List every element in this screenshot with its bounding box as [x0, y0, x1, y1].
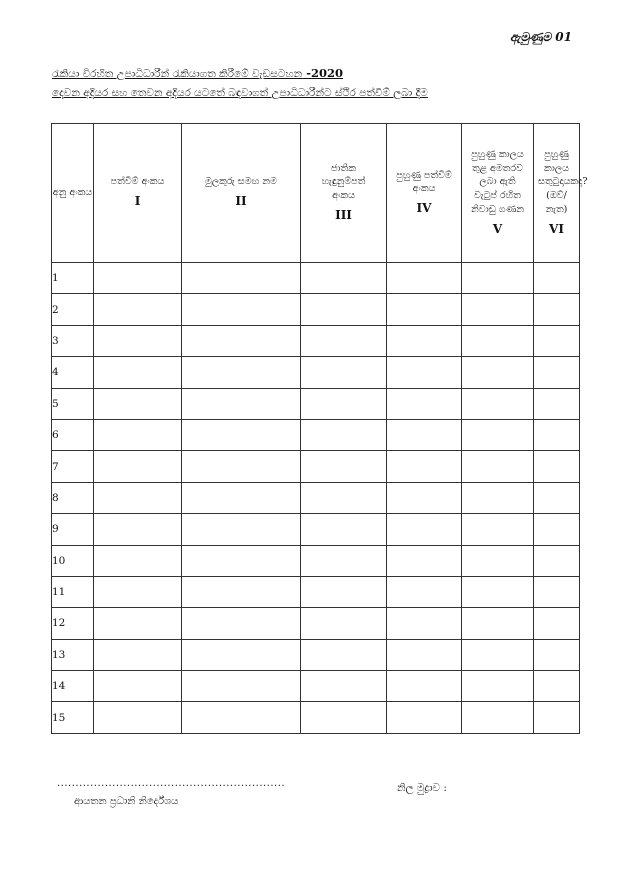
- form-table: [51, 123, 588, 734]
- col-header-label: පුහුණු කාලය සතුටුදායකද? (ඔව්/නැත): [538, 148, 588, 215]
- table-row: [52, 639, 580, 670]
- cell-name[interactable]: [182, 482, 301, 513]
- cell-unpaid-leave[interactable]: [462, 639, 534, 670]
- col-header-serial: [52, 124, 94, 263]
- cell-unpaid-leave[interactable]: [462, 294, 534, 325]
- cell-satisfactory[interactable]: [534, 671, 580, 702]
- cell-nic[interactable]: [301, 608, 387, 639]
- row-number: 4: [52, 357, 94, 388]
- title-main: රැකියා විරහිත උපාධිධාරීන් රැකියාගත කිරීමේ වැඩසටහන: [52, 68, 303, 80]
- cell-satisfactory[interactable]: [534, 263, 580, 294]
- cell-satisfactory[interactable]: [534, 451, 580, 482]
- cell-training-no[interactable]: [387, 451, 462, 482]
- cell-appointment-no[interactable]: [94, 388, 182, 419]
- cell-name[interactable]: [182, 451, 301, 482]
- table-row: [52, 576, 580, 607]
- cell-training-no[interactable]: [387, 514, 462, 545]
- cell-nic[interactable]: [301, 671, 387, 702]
- cell-nic[interactable]: [301, 482, 387, 513]
- cell-training-no[interactable]: [387, 388, 462, 419]
- cell-unpaid-leave[interactable]: [462, 482, 534, 513]
- table-row: [52, 388, 580, 419]
- col-header-name: [182, 124, 301, 263]
- row-number: 12: [52, 608, 94, 639]
- cell-name[interactable]: [182, 514, 301, 545]
- title-year: -2020: [302, 66, 343, 80]
- table-row: [52, 702, 580, 733]
- cell-unpaid-leave[interactable]: [462, 608, 534, 639]
- cell-nic[interactable]: [301, 639, 387, 670]
- cell-appointment-no[interactable]: [94, 608, 182, 639]
- table-row: [52, 263, 580, 294]
- cell-nic[interactable]: [301, 576, 387, 607]
- cell-nic[interactable]: [301, 545, 387, 576]
- col-header-roman: VI: [549, 221, 564, 236]
- table-row: [52, 514, 580, 545]
- col-header-appointment-no: [94, 124, 182, 263]
- cell-name[interactable]: [182, 419, 301, 450]
- signature-label: ආයතන ප්‍රධානි නිර්දේශය: [74, 796, 179, 807]
- cell-satisfactory[interactable]: [534, 639, 580, 670]
- cell-nic[interactable]: [301, 325, 387, 356]
- cell-satisfactory[interactable]: [534, 608, 580, 639]
- col-header-label: මුලකුරු සමඟ නම: [205, 176, 277, 188]
- cell-unpaid-leave[interactable]: [462, 451, 534, 482]
- table-body: [52, 263, 580, 734]
- cell-training-no[interactable]: [387, 545, 462, 576]
- official-seal-label: නිල මුද්‍රාව :: [397, 782, 447, 794]
- cell-nic[interactable]: [301, 357, 387, 388]
- cell-nic[interactable]: [301, 514, 387, 545]
- row-number: 15: [52, 702, 94, 733]
- cell-training-no[interactable]: [387, 482, 462, 513]
- col-header-roman: V: [492, 221, 503, 236]
- cell-satisfactory[interactable]: [534, 388, 580, 419]
- cell-training-no[interactable]: [387, 702, 462, 733]
- col-header-nic: [301, 124, 387, 263]
- cell-appointment-no[interactable]: [94, 263, 182, 294]
- row-number: 13: [52, 639, 94, 670]
- row-number: 2: [52, 294, 94, 325]
- cell-nic[interactable]: [301, 419, 387, 450]
- cell-satisfactory[interactable]: [534, 576, 580, 607]
- cell-satisfactory[interactable]: [534, 294, 580, 325]
- cell-appointment-no[interactable]: [94, 702, 182, 733]
- col-header-satisfactory: [534, 124, 588, 263]
- cell-satisfactory[interactable]: [534, 545, 580, 576]
- row-number: 9: [52, 514, 94, 545]
- cell-unpaid-leave[interactable]: [462, 545, 534, 576]
- cell-unpaid-leave[interactable]: [462, 357, 534, 388]
- cell-satisfactory[interactable]: [534, 514, 580, 545]
- cell-name[interactable]: [182, 263, 301, 294]
- cell-unpaid-leave[interactable]: [462, 514, 534, 545]
- cell-name[interactable]: [182, 671, 301, 702]
- cell-appointment-no[interactable]: [94, 357, 182, 388]
- cell-appointment-no[interactable]: [94, 419, 182, 450]
- cell-nic[interactable]: [301, 263, 387, 294]
- annex-label: ඇමුණුම 01: [509, 30, 572, 44]
- col-header-label: පත්වීම් අංකය: [110, 176, 165, 188]
- cell-training-no[interactable]: [387, 325, 462, 356]
- cell-unpaid-leave[interactable]: [462, 263, 534, 294]
- cell-nic[interactable]: [301, 702, 387, 733]
- col-header-roman: IV: [416, 201, 432, 216]
- cell-training-no[interactable]: [387, 671, 462, 702]
- cell-unpaid-leave[interactable]: [462, 576, 534, 607]
- cell-nic[interactable]: [301, 451, 387, 482]
- cell-appointment-no[interactable]: [94, 482, 182, 513]
- row-number: 7: [52, 451, 94, 482]
- cell-appointment-no[interactable]: [94, 671, 182, 702]
- row-number: 5: [52, 388, 94, 419]
- cell-appointment-no[interactable]: [94, 514, 182, 545]
- col-header-label: අනු අංකය: [52, 187, 93, 199]
- table-row: [52, 294, 580, 325]
- cell-name[interactable]: [182, 608, 301, 639]
- cell-nic[interactable]: [301, 294, 387, 325]
- cell-training-no[interactable]: [387, 608, 462, 639]
- cell-unpaid-leave[interactable]: [462, 702, 534, 733]
- row-number: 1: [52, 263, 94, 294]
- table-row: [52, 357, 580, 388]
- cell-satisfactory[interactable]: [534, 702, 580, 733]
- row-number: 6: [52, 419, 94, 450]
- col-header-label: පුහුණු කාලය තුළ අමතරව ලබා ඇති වැටුප් රහිත නිවාඩු ගණන: [471, 148, 524, 215]
- row-number: 8: [52, 482, 94, 513]
- cell-satisfactory[interactable]: [534, 482, 580, 513]
- cell-nic[interactable]: [301, 388, 387, 419]
- cell-appointment-no[interactable]: [94, 545, 182, 576]
- cell-satisfactory[interactable]: [534, 325, 580, 356]
- cell-name[interactable]: [182, 545, 301, 576]
- cell-name[interactable]: [182, 388, 301, 419]
- row-number: 14: [52, 671, 94, 702]
- cell-name[interactable]: [182, 294, 301, 325]
- document-title: [52, 66, 343, 81]
- cell-training-no[interactable]: [387, 357, 462, 388]
- col-header-training-appointment-no: [387, 124, 462, 263]
- table-row: [52, 419, 580, 450]
- cell-appointment-no[interactable]: [94, 325, 182, 356]
- cell-appointment-no[interactable]: [94, 294, 182, 325]
- cell-appointment-no[interactable]: [94, 639, 182, 670]
- cell-name[interactable]: [182, 702, 301, 733]
- table-row: [52, 482, 580, 513]
- signature-line: ..............................................................: [57, 778, 286, 789]
- cell-satisfactory[interactable]: [534, 357, 580, 388]
- cell-training-no[interactable]: [387, 576, 462, 607]
- document-subtitle: දෙවන අදියර සහ තෙවන අදියර යටතේ බඳවාගත් උපාධිධාරීන්ට ස්ථිර පත්වීම් ලබා දීම: [52, 87, 428, 99]
- cell-unpaid-leave[interactable]: [462, 388, 534, 419]
- row-number: 10: [52, 545, 94, 576]
- row-number: 3: [52, 325, 94, 356]
- table-row: [52, 325, 580, 356]
- cell-training-no[interactable]: [387, 419, 462, 450]
- table-row: [52, 608, 580, 639]
- cell-unpaid-leave[interactable]: [462, 419, 534, 450]
- col-header-roman: II: [235, 194, 247, 209]
- cell-unpaid-leave[interactable]: [462, 325, 534, 356]
- row-number: 11: [52, 576, 94, 607]
- cell-training-no[interactable]: [387, 639, 462, 670]
- col-header-roman: III: [335, 207, 352, 222]
- cell-name[interactable]: [182, 576, 301, 607]
- col-header-label: ජාතික හැඳුනුම්පත් අංකය: [321, 162, 366, 202]
- table-header-row: [52, 124, 580, 263]
- cell-name[interactable]: [182, 639, 301, 670]
- cell-training-no[interactable]: [387, 263, 462, 294]
- cell-unpaid-leave[interactable]: [462, 671, 534, 702]
- table-row: [52, 451, 580, 482]
- table-row: [52, 671, 580, 702]
- col-header-label: පුහුණු පත්වීම් අංකය: [396, 169, 452, 195]
- col-header-unpaid-leave: [462, 124, 534, 263]
- col-header-roman: I: [134, 194, 141, 209]
- cell-training-no[interactable]: [387, 294, 462, 325]
- cell-satisfactory[interactable]: [534, 419, 580, 450]
- cell-name[interactable]: [182, 325, 301, 356]
- table-row: [52, 545, 580, 576]
- cell-appointment-no[interactable]: [94, 451, 182, 482]
- cell-appointment-no[interactable]: [94, 576, 182, 607]
- cell-name[interactable]: [182, 357, 301, 388]
